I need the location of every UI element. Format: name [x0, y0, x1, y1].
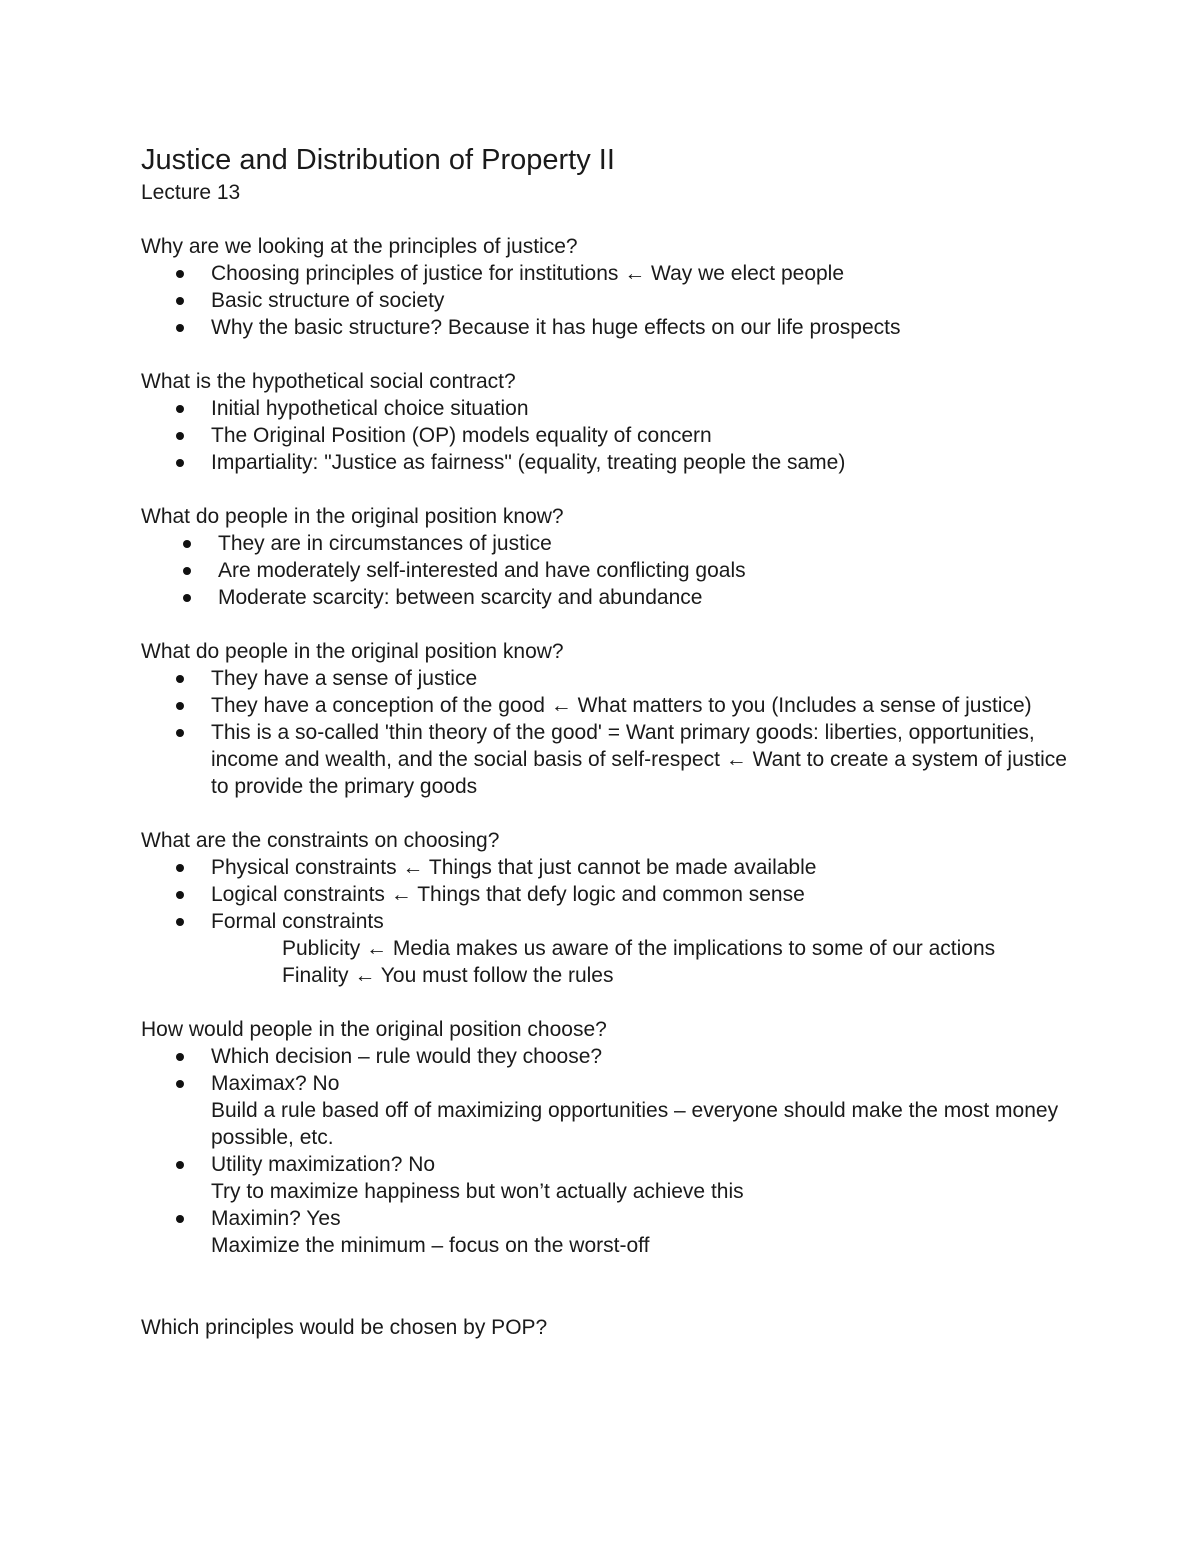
- bullet-icon: [176, 918, 184, 926]
- list-item: [141, 314, 1071, 341]
- spacer: [141, 1286, 1071, 1314]
- list-item-note: Maximize the minimum – focus on the worst-off: [211, 1234, 650, 1257]
- bullet-icon: [176, 702, 184, 710]
- bullet-icon: [176, 864, 184, 872]
- bullet-list: [141, 395, 1071, 476]
- section-question: What do people in the original position know?: [141, 640, 564, 663]
- list-item: [141, 1043, 1071, 1070]
- list-item: [141, 287, 1071, 314]
- list-item-note: Try to maximize happiness but won’t actually achieve this: [211, 1180, 744, 1203]
- list-item-text: Choosing principles of justice for institutions ← Way we elect people: [211, 262, 845, 285]
- list-item-text: Logical constraints ← Things that defy logic and common sense: [211, 883, 805, 906]
- bullet-icon: [183, 540, 191, 548]
- list-item: [141, 260, 1071, 287]
- list-item-text: Initial hypothetical choice situation: [211, 397, 529, 420]
- list-item: [141, 1205, 1071, 1259]
- list-item: [141, 1151, 1071, 1205]
- section-op-know-2: [141, 638, 1071, 800]
- section-question: What is the hypothetical social contract?: [141, 370, 516, 393]
- sub-item-text: Publicity ← Media makes us aware of the implications to some of our actions: [282, 937, 996, 960]
- list-item-text: Are moderately self-interested and have conflicting goals: [218, 559, 746, 582]
- list-item: [141, 422, 1071, 449]
- list-item: [141, 1070, 1071, 1151]
- section-principles-pop: [141, 1314, 1071, 1341]
- section-constraints: [141, 827, 1071, 989]
- bullet-icon: [176, 729, 184, 737]
- bullet-icon: [176, 270, 184, 278]
- bullet-list: [141, 665, 1071, 800]
- bullet-icon: [176, 1080, 184, 1088]
- list-item: [141, 692, 1071, 719]
- bullet-list: [141, 854, 1071, 935]
- list-item-text: Maximin? Yes: [211, 1207, 341, 1230]
- list-item-text: Impartiality: "Justice as fairness" (equality, treating people the same): [211, 451, 846, 474]
- list-item-text: Moderate scarcity: between scarcity and abundance: [218, 586, 703, 609]
- list-item-note: Build a rule based off of maximizing opportunities – everyone should make the most money possible, etc.: [211, 1099, 1059, 1149]
- list-item-text: Basic structure of society: [211, 289, 445, 312]
- bullet-icon: [176, 459, 184, 467]
- list-item: [141, 665, 1071, 692]
- list-item-text: Formal constraints: [211, 910, 384, 933]
- bullet-icon: [176, 432, 184, 440]
- bullet-icon: [176, 297, 184, 305]
- bullet-icon: [183, 567, 191, 575]
- list-item-text: Maximax? No: [211, 1072, 340, 1095]
- sub-item-text: Finality ← You must follow the rules: [282, 964, 614, 987]
- list-item: [141, 584, 1071, 611]
- list-item-text: This is a so-called 'thin theory of the good' = Want primary goods: liberties, opportunities, income and wealth, and the social basis of self-respect ← Want to create a system of justice to provide the primary goods: [211, 721, 1067, 798]
- bullet-list: [141, 530, 1071, 611]
- list-item: [141, 854, 1071, 881]
- section-how-choose: [141, 1016, 1071, 1259]
- section-question: Why are we looking at the principles of justice?: [141, 235, 578, 258]
- bullet-icon: [176, 891, 184, 899]
- page-subtitle: Lecture 13: [141, 181, 241, 204]
- list-item: [141, 449, 1071, 476]
- section-question: What are the constraints on choosing?: [141, 829, 500, 852]
- section-question: What do people in the original position know?: [141, 505, 564, 528]
- list-item-text: The Original Position (OP) models equality of concern: [211, 424, 712, 447]
- list-item: [141, 395, 1071, 422]
- section-op-know-1: [141, 503, 1071, 611]
- list-item-text: They have a conception of the good ← What matters to you (Includes a sense of justice): [211, 694, 1032, 717]
- bullet-list: [141, 260, 1071, 341]
- section-social-contract: [141, 368, 1071, 476]
- bullet-list: [141, 1043, 1071, 1259]
- page-title: Justice and Distribution of Property II: [141, 144, 615, 176]
- section-question: How would people in the original position choose?: [141, 1018, 607, 1041]
- bullet-icon: [176, 675, 184, 683]
- bullet-icon: [176, 1053, 184, 1061]
- list-item-text: Why the basic structure? Because it has huge effects on our life prospects: [211, 316, 901, 339]
- bullet-icon: [176, 1161, 184, 1169]
- section-why-principles: [141, 233, 1071, 341]
- list-item: [141, 530, 1071, 557]
- list-item-text: They have a sense of justice: [211, 667, 478, 690]
- bullet-icon: [176, 324, 184, 332]
- list-item: [141, 719, 1071, 800]
- list-item: [141, 881, 1071, 908]
- document-page: [141, 140, 1071, 1368]
- list-item-text: Physical constraints ← Things that just cannot be made available: [211, 856, 817, 879]
- list-item-text: They are in circumstances of justice: [218, 532, 552, 555]
- bullet-icon: [176, 405, 184, 413]
- list-item: [141, 908, 1071, 935]
- list-item-text: Which decision – rule would they choose?: [211, 1045, 603, 1068]
- list-item: [141, 557, 1071, 584]
- bullet-icon: [183, 594, 191, 602]
- bullet-icon: [176, 1215, 184, 1223]
- section-question: Which principles would be chosen by POP?: [141, 1316, 548, 1339]
- list-item-text: Utility maximization? No: [211, 1153, 436, 1176]
